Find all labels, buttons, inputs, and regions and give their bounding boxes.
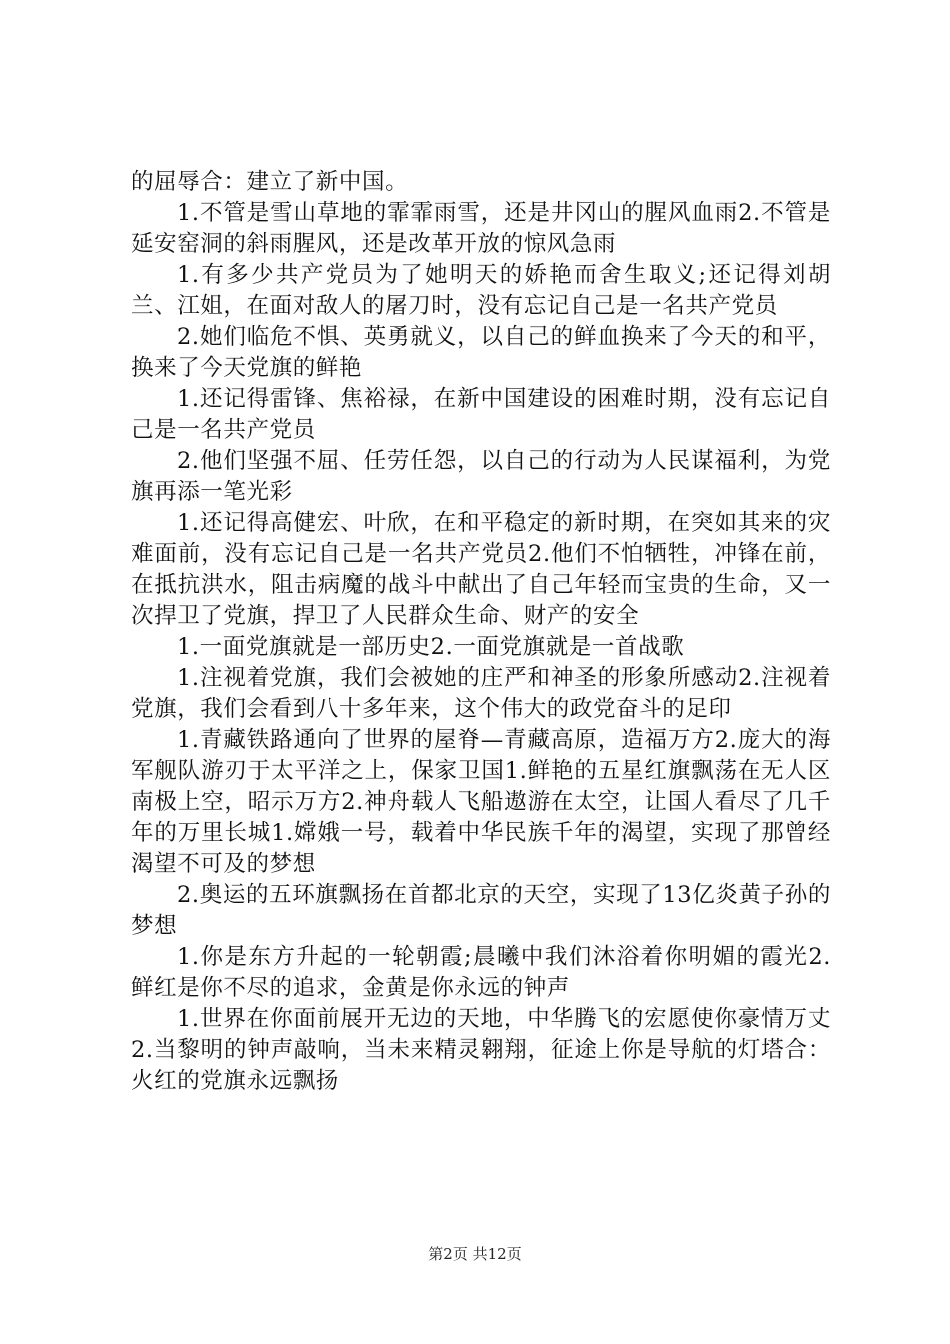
paragraph-2: 1.不管是雪山草地的霏霏雨雪，还是井冈山的腥风血雨2.不管是延安窑洞的斜雨腥风，还是改革开放的惊风急雨 <box>131 200 831 257</box>
document-body <box>131 167 831 1097</box>
paragraph-6: 2.他们坚强不屈、任劳任怨，以自己的行动为人民谋福利，为党旗再添一笔光彩 <box>131 448 831 505</box>
paragraph-8: 1.一面党旗就是一部历史2.一面党旗就是一首战歌 <box>177 634 685 660</box>
paragraph-3: 1.有多少共产党员为了她明天的娇艳而舍生取义;还记得刘胡兰、江姐，在面对敌人的屠刀时，没有忘记自己是一名共产党员 <box>131 262 831 319</box>
paragraph-1: 的屈辱合：建立了新中国。 <box>131 169 409 195</box>
paragraph-11: 2.奥运的五环旗飘扬在首都北京的天空，实现了13亿炎黄子孙的梦想 <box>131 882 831 939</box>
paragraph-4: 2.她们临危不惧、英勇就义，以自己的鲜血换来了今天的和平，换来了今天党旗的鲜艳 <box>131 324 831 381</box>
paragraph-9: 1.注视着党旗，我们会被她的庄严和神圣的形象所感动2.注视着党旗，我们会看到八十多年来，这个伟大的政党奋斗的足印 <box>131 665 831 722</box>
paragraph-7: 1.还记得高健宏、叶欣，在和平稳定的新时期，在突如其来的灾难面前，没有忘记自己是一名共产党员2.他们不怕牺牲，冲锋在前，在抵抗洪水，阻击病魔的战斗中献出了自己年轻而宝贵的生命，又一次捍卫了党旗，捍卫了人民群众生命、财产的安全 <box>131 510 831 629</box>
paragraph-13: 1.世界在你面前展开无边的天地，中华腾飞的宏愿使你豪情万丈2.当黎明的钟声敲响，当未来精灵翱翔，征途上你是导航的灯塔合：火红的党旗永远飘扬 <box>131 1006 831 1094</box>
paragraph-10: 1.青藏铁路通向了世界的屋脊—青藏高原，造福万方2.庞大的海军舰队游刃于太平洋之上，保家卫国1.鲜艳的五星红旗飘荡在无人区南极上空，昭示万方2.神舟载人飞船遨游在太空，让国人看尽了几千年的万里长城1.嫦娥一号，载着中华民族千年的渴望，实现了那曾经渴望不可及的梦想 <box>131 727 831 877</box>
paragraph-12: 1.你是东方升起的一轮朝霞;晨曦中我们沐浴着你明媚的霞光2.鲜红是你不尽的追求，金黄是你永远的钟声 <box>131 944 831 1001</box>
page-footer: 第2页 共12页 <box>428 1245 522 1263</box>
paragraph-5: 1.还记得雷锋、焦裕禄，在新中国建设的困难时期，没有忘记自己是一名共产党员 <box>131 386 831 443</box>
